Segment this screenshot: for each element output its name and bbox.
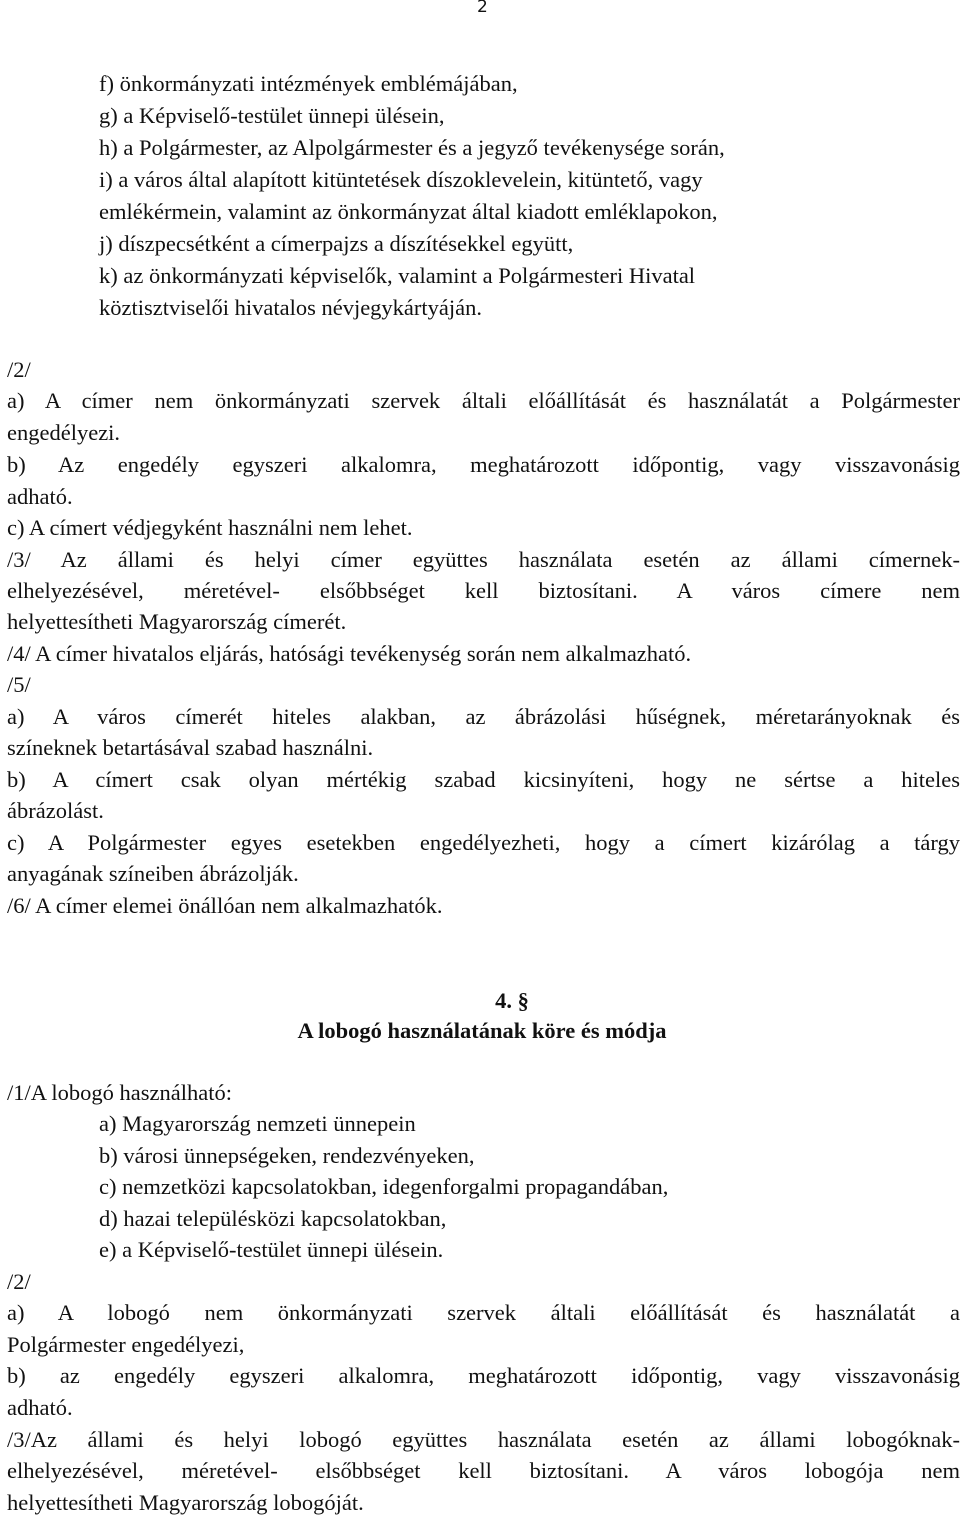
- paragraph-line: adható.: [7, 484, 73, 509]
- page-number: 2: [477, 0, 488, 17]
- paragraph-number: /5/: [7, 672, 31, 697]
- paragraph-line: a) A lobogó nem önkormányzati szervek általi előállítását és használatát a: [7, 1300, 960, 1325]
- paragraph-line: helyettesítheti Magyarország lobogóját.: [7, 1490, 364, 1515]
- list-item: b) városi ünnepségeken, rendezvényeken,: [99, 1143, 475, 1168]
- paragraph-line: adható.: [7, 1395, 73, 1420]
- paragraph-number: /2/: [7, 357, 31, 382]
- paragraph-line: b) A címert csak olyan mértékig szabad kicsinyíteni, hogy ne sértse a hiteles: [7, 767, 960, 792]
- section-number: 4.: [495, 988, 512, 1013]
- paragraph-line: anyagának színeiben ábrázolják.: [7, 861, 299, 886]
- list-item: f) önkormányzati intézmények emblémájában,: [99, 71, 518, 96]
- paragraph-line: a) A címer nem önkormányzati szervek általi előállítását és használatát a Polgármester: [7, 388, 960, 413]
- paragraph-line: Polgármester engedélyezi,: [7, 1332, 245, 1357]
- list-item: d) hazai településközi kapcsolatokban,: [99, 1206, 447, 1231]
- paragraph-line: helyettesítheti Magyarország címerét.: [7, 609, 347, 634]
- list-item: k) az önkormányzati képviselők, valamint a Polgármesteri Hivatal: [99, 263, 696, 288]
- paragraph-line: c) A Polgármester egyes esetekben engedélyezheti, hogy a címert kizárólag a tárgy: [7, 830, 960, 855]
- list-item: emlékérmein, valamint az önkormányzat által kiadott emléklapokon,: [99, 199, 718, 224]
- list-item: c) nemzetközi kapcsolatokban, idegenforgalmi propagandában,: [99, 1174, 669, 1199]
- list-item: j) díszpecsétként a címerpajzs a díszítésekkel együtt,: [99, 231, 574, 256]
- section-heading-number: [0, 986, 960, 1016]
- paragraph-line: ábrázolást.: [7, 798, 104, 823]
- section-mark: §: [517, 988, 529, 1013]
- paragraph-line: /3/Az állami és helyi lobogó együttes használata esetén az állami lobogóknak-: [7, 1427, 960, 1452]
- list-item: g) a Képviselő-testület ünnepi ülésein,: [99, 103, 445, 128]
- paragraph-line: elhelyezésével, méretével- elsőbbséget kell biztosítani. A város lobogója nem: [7, 1458, 960, 1483]
- paragraph-line: elhelyezésével, méretével- elsőbbséget kell biztosítani. A város címere nem: [7, 578, 960, 603]
- list-item: a) Magyarország nemzeti ünnepein: [99, 1111, 416, 1136]
- paragraph-line: c) A címert védjegyként használni nem lehet.: [7, 515, 413, 540]
- paragraph-line: /1/A lobogó használható:: [7, 1080, 232, 1105]
- paragraph-line: /4/ A címer hivatalos eljárás, hatósági tevékenység során nem alkalmazható.: [7, 641, 692, 666]
- paragraph-number: /2/: [7, 1269, 31, 1294]
- list-item: köztisztviselői hivatalos névjegykártyáján.: [99, 295, 483, 320]
- paragraph-line: engedélyezi.: [7, 420, 121, 445]
- list-item: e) a Képviselő-testület ünnepi ülésein.: [99, 1237, 444, 1262]
- paragraph-line: /3/ Az állami és helyi címer együttes használata esetén az állami címernek-: [7, 547, 960, 572]
- paragraph-line: a) A város címerét hiteles alakban, az ábrázolási hűségnek, méretarányoknak és: [7, 704, 960, 729]
- paragraph-line: b) az engedély egyszeri alkalomra, meghatározott időpontig, vagy visszavonásig: [7, 1363, 960, 1388]
- section-title: A lobogó használatának köre és módja: [297, 1018, 667, 1043]
- list-item: h) a Polgármester, az Alpolgármester és a jegyző tevékenysége során,: [99, 135, 725, 160]
- list-item: i) a város által alapított kitüntetések díszoklevelein, kitüntető, vagy: [99, 167, 703, 192]
- paragraph-line: b) Az engedély egyszeri alkalomra, meghatározott időpontig, vagy visszavonásig: [7, 452, 960, 477]
- paragraph-line: színeknek betartásával szabad használni.: [7, 735, 374, 760]
- paragraph-line: /6/ A címer elemei önállóan nem alkalmazhatók.: [7, 893, 443, 918]
